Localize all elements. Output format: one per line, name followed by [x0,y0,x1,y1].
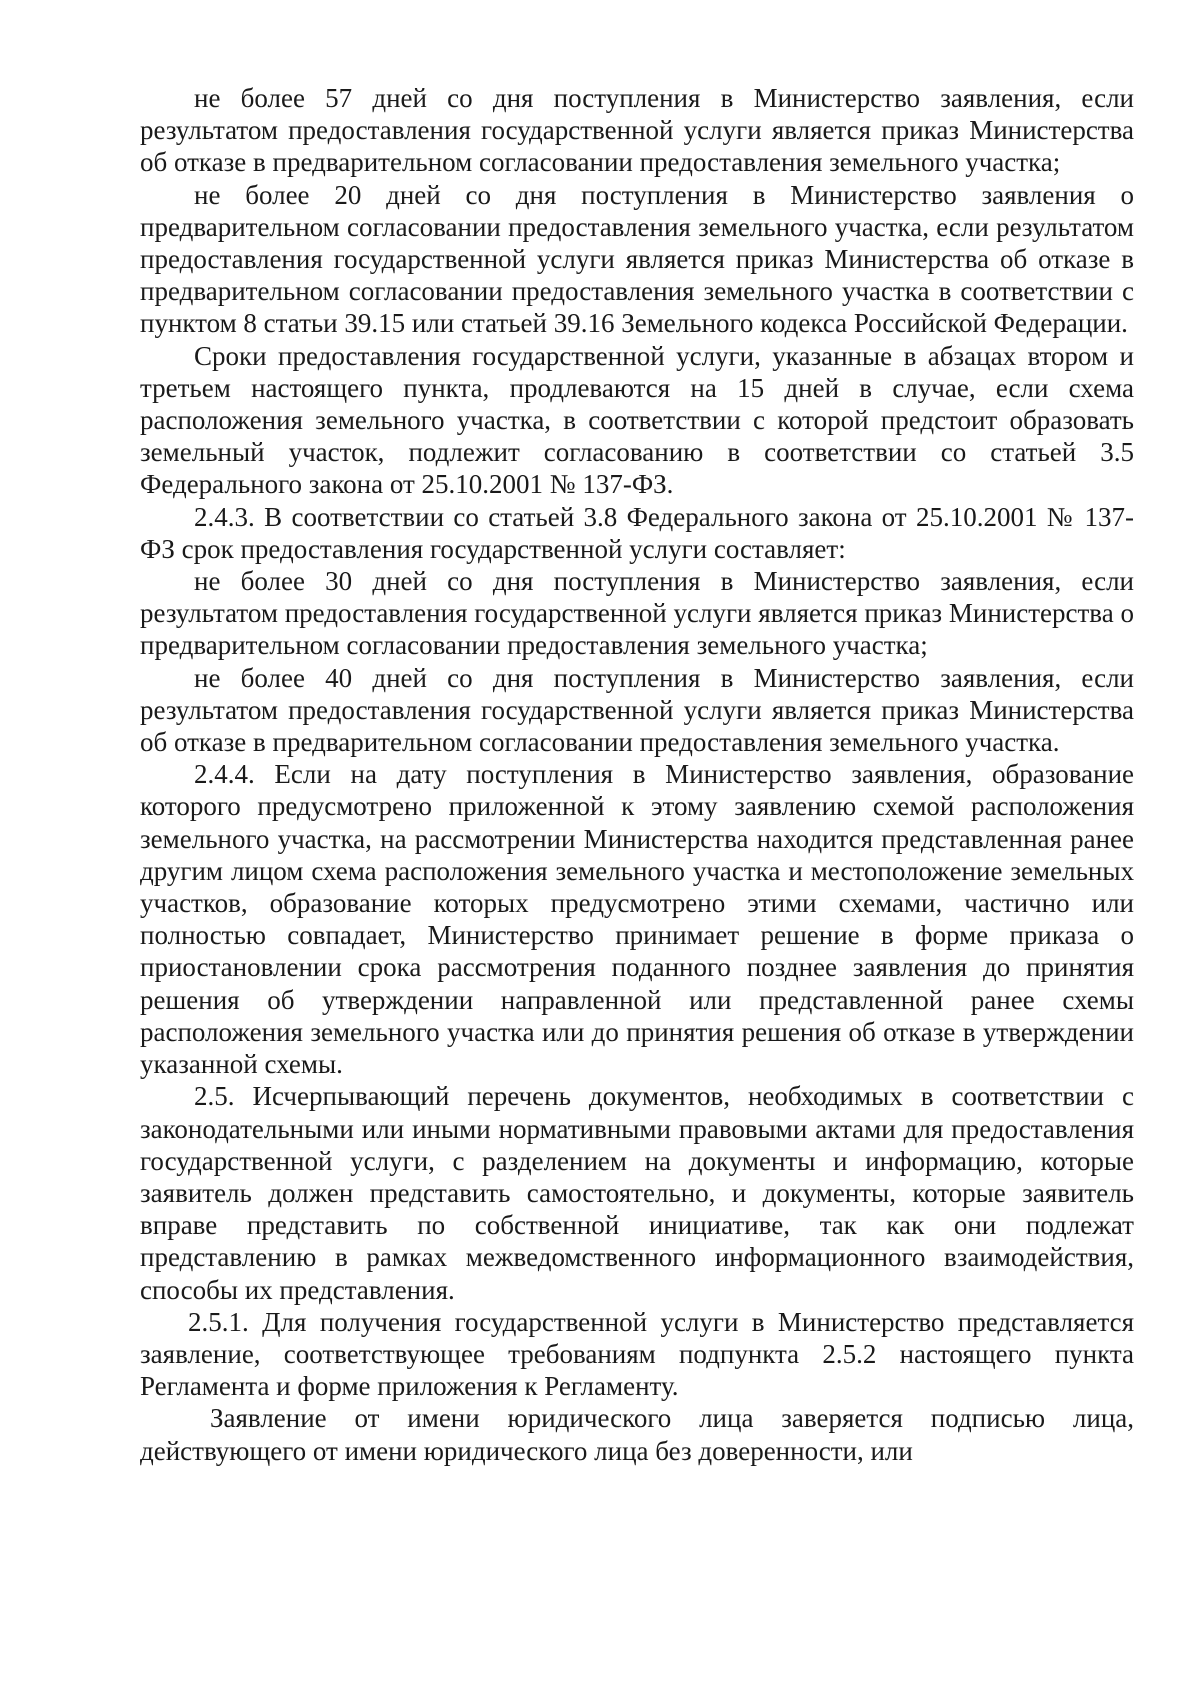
paragraph-2-4-4: 2.4.4. Если на дату поступления в Министерство заявления, образование которого предусмотрено приложенной к этому заявлению схемой расположения земельного участка, на рассмотрении Министерства находится представленная ранее другим лицом схема расположения земельного участка и местоположение земельных участков, образование которых предусмотрено этими схемами, частично или полностью совпадает, Министерство принимает решение в форме приказа о приостановлении срока рассмотрения поданного позднее заявления до принятия решения об утверждении направленной или представленной ранее схемы расположения земельного участка или до принятия решения об отказе в утверждении указанной схемы. [140,759,1134,1080]
paragraph-2-4-3: 2.4.3. В соответствии со статьей 3.8 Федерального закона от 25.10.2001 № 137-ФЗ срок предоставления государственной услуги составляет: [140,501,1134,564]
paragraph-2-5-1: 2.5.1. Для получения государственной услуги в Министерство представляется заявление, соответствующее требованиям подпункта 2.5.2 настоящего пункта Регламента и форме приложения к Регламенту. [140,1306,1134,1402]
paragraph-term-30-days: не более 30 дней со дня поступления в Министерство заявления, если результатом предоставления государственной услуги является приказ Министерства о предварительном согласовании предоставления земельного участка; [140,566,1134,661]
document-page [140,82,1134,1467]
paragraph-term-20-days: не более 20 дней со дня поступления в Министерство заявления о предварительном согласовании предоставления земельного участка, если результатом предоставления государственной услуги является приказ Министерства об отказе в предварительном согласовании предоставления земельного участка в соответствии с пунктом 8 статьи 39.15 или статьей 39.16 Земельного кодекса Российской Федерации. [140,179,1134,339]
paragraph-term-extension: Сроки предоставления государственной услуги, указанные в абзацах втором и третьем настоящего пункта, продлеваются на 15 дней в случае, если схема расположения земельного участка, в соответствии с которой предстоит образовать земельный участок, подлежит согласованию в соответствии со статьей 3.5 Федерального закона от 25.10.2001 № 137-ФЗ. [140,340,1134,500]
paragraph-2-5: 2.5. Исчерпывающий перечень документов, необходимых в соответствии с законодательными или иными нормативными правовыми актами для предоставления государственной услуги, с разделением на документы и информацию, которые заявитель должен представить самостоятельно, и документы, которые заявитель вправе представить по собственной инициативе, так как они подлежат представлению в рамках межведомственного информационного взаимодействия, способы их представления. [140,1081,1134,1305]
paragraph-legal-entity-signature: Заявление от имени юридического лица заверяется подписью лица, действующего от имени юридического лица без доверенности, или [140,1403,1134,1466]
paragraph-term-40-days: не более 40 дней со дня поступления в Министерство заявления, если результатом предоставления государственной услуги является приказ Министерства об отказе в предварительном согласовании предоставления земельного участка. [140,662,1134,758]
paragraph-term-57-days: не более 57 дней со дня поступления в Министерство заявления, если результатом предоставления государственной услуги является приказ Министерства об отказе в предварительном согласовании предоставления земельного участка; [140,83,1134,178]
